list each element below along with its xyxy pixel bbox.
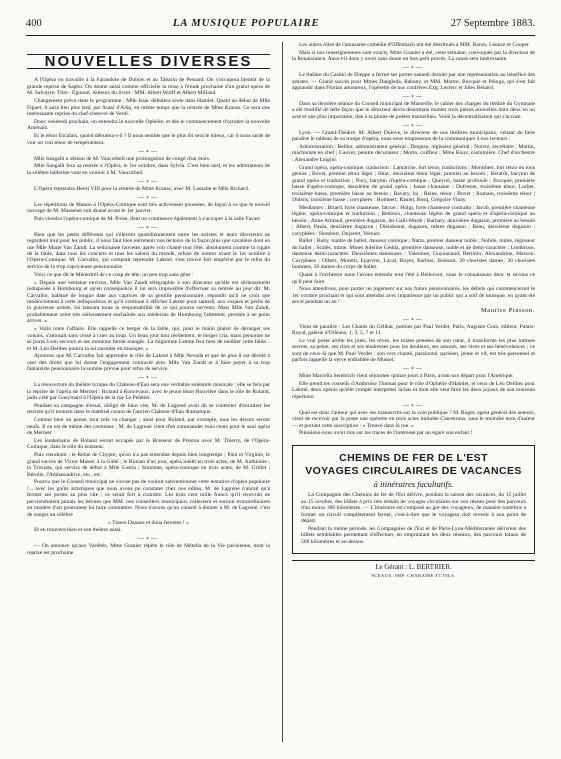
column-divider <box>282 42 283 742</box>
article-paragraph: L'Opéra reprendra Henri VIII pour la rentrée de Mme Krauss, avec M. Lassalle et Mlle Richard. <box>34 185 250 192</box>
article-paragraph: Mais si nos renseignements sont exacts, Mme Granier a été, cette semaine, convoquée par la direction de la Renaissance. Aura-t-il donc y avoir sans doute un bon petit procès. La cause sera intéressante. <box>292 49 535 63</box>
article-paragraph: Le théâtre du Casino de Dieppe a fermé ses portes samedi dernier par une représentation au bénéfice des artistes. — Grand succès pour Mmes Dangleda, Rabany, et MM. Martre, Bocquié et Péloga, qui s'est fait applaudir dans Florian amoureux, l'opérette de nos confrères Ezg. Leclerc et Jules Bénard. <box>292 72 535 92</box>
article-paragraph: Vient de paraître : Les Chants du Célibat, poésies par Paul Verdet, Paris, Auguste Goin, éditeur, Palais-Royal, galerie d'Orléans, 1, 3, 5, 7 et 11. <box>292 323 535 337</box>
article-paragraph: A l'Opéra on travaille à la Farandole de Dubois et au Tabarin de Pessard. On s'occupera bientôt de la grande reprise de Sapho. On donne aussi comme officielle la mise à l'étude prochaine d'un grand opéra de M. Salvayre. Titre : Egmont. Auteurs du livret : MM. Albert Wolff et Albert Millaud. <box>27 77 270 97</box>
article-paragraph: Quant à l'orchestre nous l'avons entendu tout l'été à Bellecour, nous le connaissons donc et savons ce qu'il peut faire. <box>292 272 535 285</box>
article-paragraph: « Voilà toute l'affaire. Elle rappelle ce berger de la fable, qui, pour le malin plaisir de déranger ses voisins, s'amusait sans cesse à crier au loup. Un beau jour tout réellement, le berger cria, mais personne ne se porta à son secours et ses moutons furent mangés. La mignonne Lakmé fera bien de méditer cette fable... et M. Léo Delibes pourra la lui raconter en musique. » <box>27 326 270 352</box>
issue-date: 27 Septembre 1883. <box>450 18 535 29</box>
article-paragraph: Ajoutons que M. Carvalho fait apprendre le rôle de Lakmé à Mlle Nevada et que de plus il est décidé à user des droits que lui donne l'engagement contracté avec Mlle Van Zandt et à faire payer à sa trop fantaisiste pensionnaire la somme prévue pour refus de service. <box>27 353 270 373</box>
page-header <box>26 18 535 36</box>
article-paragraph: La réouverture du théâtre lyrique du Château-d'Eau sera une véritable solennité musicale ; elle se fera par la reprise de l'opéra de Mermet : Roland à Roncevaux, avec le jeune ténor Rouvière dans le rôle de Roland, jadis créé par Gueymard à l'Opéra de la rue Le Peletier. <box>27 382 270 402</box>
article-paragraph: — On annonce qu'aux Variétés, Mme Granier répète le rôle de Métella de la Vie parisienne, dont la reprise est prochaine <box>27 543 270 556</box>
article-paragraph: Bien que les petits différents qui s'élèvent quotidiennement entre les artistes et leurs directeurs ne regardent tout pour les public, il nous faut bien entretenir nos lecteurs de la façon plus que cavalière dont en use Mlle Marie Van Zandt. La séduisante fauvette, après voir chanté tout l'été, absolument comme la cigale de la fable, dans tous les concerts et tous les salons du monde, refuse de rentrer avant le 1er octobre à l'Opéra-Comique. M. Carvalho, qui comptait reprendre Lakmé, s'est trouvé fort empêché par le refus du service de la trop capricieuse pensionnaire. <box>27 231 270 270</box>
separator-ornament: —∘— <box>138 375 159 382</box>
right-column <box>292 42 535 748</box>
article-paragraph: Les répétitions de Manon à l'Opéra-Comique sont très activement poussées, de façon à ce que le nouvel ouvrage de M. Massenet soit donné avant le 1er janvier. <box>27 201 270 214</box>
section-title: NOUVELLES DIVERSES <box>27 54 270 69</box>
separator-ornament: —∘— <box>138 224 159 231</box>
article-paragraph: Les lendemains de Roland seront occupés par le Brasseur de Preston avec M. Thierry, de l'Opéra-Comique, dans le rôle du brasseur. <box>27 437 270 451</box>
article-paragraph: Dans sa dernière séance du Conseil municipal de Marseille, le cahier des charges du théâtre du Gymnase a été modifié de telle façon que le directeur devra désormais monter trois pièces nouvelles dont deux en un acte et une plus importante, due à la plume de poètes marseillais. Voilà la décentralisation qui s'accuse. <box>292 100 535 120</box>
article-paragraph: Le vrai poète arrête les joies, les rêves, les tristes pensées de son cœur, il transforme les plus intimes secrets, sa peine, ses rires et ses tendresses pour les douleurs, ses amours, ses vices et ses bénévolences ; ce sont de ceux-là que M. Paul Verdet ; son vers chanté, passionné, parisien, jeune et vif, est très personnel et parfois rappelle la verve endiablée de Musset. <box>292 337 535 364</box>
article-paragraph: Puissions-nous avoir mis sur les traces de l'intéressé par un égaré son enfant ! <box>299 430 473 437</box>
separator-ornament: —∘— <box>138 536 159 543</box>
separator-ornament: —∘— <box>403 402 424 409</box>
article-paragraph: Les autres rôles de l'amusante comédie d'Offenbach ont été distribués à MM. Baron, Léonce et Cooper. <box>299 42 530 48</box>
manager-line: Le Gérant : L. BERTRIER. <box>292 560 535 570</box>
article-paragraph: Donc vendredi prochain, on entendra la nouvelle Ophélie, et dès le commencement d'octobre la nouvelle Aménaïs. <box>27 118 270 132</box>
article-paragraph: Mme Marcella Sembrich vient séjourner quinze jours à Paris, avant son départ pour l'Amérique. <box>299 373 514 380</box>
separator-ornament: —∘— <box>138 194 159 201</box>
article-paragraph: Grand opéra, opéra-comique, traduction : Lamarche, fort ténor, traductions ; Montibert, fort ténor en tous genres ; Bovet, premier ténor léger ; Idrac, deuxième ténor léger, premier au besoin ; Bérardi, baryton de grand opéra et traduction ; Nury, baryton d'opéra-comique ; Queyrel, basse profonde ; Bocquié, première basse d'opéra-comique, deuxième de grand opéra ; basse chantante ; Dufresne, troisième ténor, Lorbet, troisième basse, première basse au besoin ; Bavary, lai ; Reine, ténor ; Bovet ; Romain, troisième ténor ; Dubois, troisième basse ; coryphées : Hombert, Ramel, Bosq, Grégoire Vinay. <box>292 164 535 203</box>
article-paragraph: Administration : Bellier, administrateur général ; Desjeau, régisseur général ; Noirez, secrétaire ; Martin, machiniste en chef ; Gauvet, peintre décorateur ; Morin, coiffeur ; Mme Roux, costumière. Chef d'orchestre : Alexandre Luigini. <box>292 143 535 163</box>
article-paragraph: Comme bien on pense, tout cela va changer ; ainsi pour Roland, par exemple, tous les décors seront neufs. Il en est de même des costumes ; M. de Lagrené vient d'en commander trois cents pour le seul opéra de Mermet. <box>27 417 270 437</box>
article-paragraph: Et en trouvera bien et son théâtre aussi. <box>34 527 122 534</box>
advertisement-paragraph: La Compagnie des Chemins de fer de l'Est délivre, pendant la saison des vacances, du 15 juillet au 15 octobre, des billets à prix très réduits de voyages circulaires sur son réseau pour des parcours d'au moins 300 kilomètres. — L'itinéraire est composé au gré des voyageurs, de manière toutefois à former un circuit complètement fermé, c'est-à-dire que le voyageur doit revenir à son point de départ. <box>301 492 526 525</box>
advertisement-title: CHEMINS DE FER DE L'EST <box>339 451 488 464</box>
article-paragraph: Et le ténor Escalaïs, quand débutera-t-il ? Il nous semble que le plus tôt sera le mieux, car il nous tarde de voir un vrai ténor de tempérament. <box>27 133 270 146</box>
article-paragraph: « Depuis une semaine environ, Mlle Van Zandt télégraphie à son directeur qu'elle est sérieusement indisposée à Hombourg et qu'en conséquence il lui sera impossible d'effectuer sa rentrée au jour dit. M. Carvalho, habitué de longue date aux caprices de sa gentille pensionnaire, répondit qu'il ne croit que médiocrement à cette indisposition et qu'il continue à afficher Lakmé pour samedi, aux risques et périls de la gracieuse artiste, lui laissant toute la responsabilité de ce qui pourra survenir. Mais Mlle Van Zandt, probablement ceint très sérieusement enchaînée aux médecins de Hombourg l'attestent, persiste à ne point arriver. » <box>27 279 270 325</box>
article-paragraph: Changement prévu dans le programme : Mlle Isaac débutera seule dans Hamlet. Quant au début de Mlle Figuet, il aura lieu plus tard, par Aussi d'Aïda, en même temps que la rentrée de Mme Krauss. Ce sera une intéressante reprise du chef-d'œuvre de Verdi. <box>27 98 270 118</box>
separator-ornament: —∘— <box>403 316 424 323</box>
article-paragraph: Voici ce que dit le Ménestrel de ce coup de tête, un peu trop sans gêne : <box>34 271 194 278</box>
article-paragraph: Puis viendront : le Reine de Chypre, qu'on n'a pas entendue depuis bien longtemps ; Paul et Virginie, le grand succès de Victor Massé, à la Gaîté ; le Roman d'un jour, opéra inédit en trois actes, de M. Authiome ; la Traviata, qui servira de début à Mlle Costia ; Simonne, opéra-comique en trois actes, de M. Grillet ; Bérolie, l'Ambassadrice, etc., etc. <box>27 452 270 478</box>
article-paragraph: Pendant sa campagne d'essai, obligé de faire vite, M. de Lagrené avait dû se contenter d'encadrer les œuvres qu'il montait dans le matériel connu de l'ancien Château-d'Eau dramatique. <box>27 402 270 416</box>
left-column <box>27 42 270 748</box>
quotation: « Timeo Danaos et dona ferentes ! » <box>108 519 189 526</box>
article-paragraph: Mlle Sangalli a obtenu de M. Vaucorbeil une prolongation de congé d'un mois. <box>34 155 211 162</box>
separator-ornament: —∘— <box>403 366 424 373</box>
article-paragraph: Puis viendra l'opéra-comique de M. Poise, dont on commence également à s'occuper à la salle Favart. <box>34 215 262 222</box>
separator-ornament: —∘— <box>403 93 424 100</box>
article-paragraph: Pourvu que le Conseil municipal ne s'avise pas de vouloir subventionner cette tentative d'opéra populaire !... avec les goûts artistiques que nous avons pu constater chez nos édiles, M. de Lagrené n'aurait qu'à fermer ses portes au plus vite ; ce serait fort à craindre. Les trois cent mille francs qu'il recevrait ne parviendraient jamais les bévues que MM. nos conseillers municipaux collectent et surtout extraordinaires en matière d'art pourraient lui faire commettre. Nous n'avons qu'un conseil à donner à M. de Lagrené, c'est de songer au célèbre <box>27 479 270 518</box>
advertisement-title-line2: VOYAGES CIRCULAIRES DE VACANCES <box>305 464 522 477</box>
page-number: 400 <box>26 18 42 29</box>
separator-ornament: —∘— <box>138 178 159 185</box>
article-paragraph: Nous attendrons, pour porter un jugement sur nos futurs pensionnaires, les débuts qui commenceront le 1er octobre prochain et qui sont attendus avec impatience par un public qui a soif de musique, en ayant été sevré pendant un an ! <box>292 286 535 306</box>
journal-title: LA MUSIQUE POPULAIRE <box>172 18 320 29</box>
article-paragraph: Mesdames : Briard, forte chanteuse, falcon ; Holgi, forte chanteuse contralto ; Jacob, première chanteuse légère, opéra-comique et traduction ; Redouix, chanteuse légère de grand opéra et d'opéra-comique au besoin ; Anne Armand, première dugazon, les Galli-Marié ; Barbary, deuxième dugazon, première au besoin ; Albert, Paula, deuxième dugazon ; Dieudonné, dugazon, mères dugazon ; Beau, deuxième dugazon ; coryphées : Hombert, Dujarret, Vernier. <box>292 204 535 237</box>
article-paragraph: Quel est donc l'auteur qui avec ses manuscrits sur la voie publique ? M. Roger, agent général des auteurs, vient de recevoir par la poste une opérette en trois actes intitulée Canestruso, sans le moindre nom d'auteur — et portant cette suscription : « Trouvé dans la rue. » <box>292 409 535 429</box>
printer-line: SCEAUX. IMP. CHARAIRE ET FILS. <box>371 573 456 579</box>
advertisement-paragraph: Pendant la même période, les Compagnies de l'Est et de Paris-Lyon-Méditerranée délivrent des billets semblables permettant d'effectuer, en empruntant les deux réseaux, des parcours totaux de 500 kilomètres et au-dessus. <box>301 526 526 545</box>
article-paragraph: Elle prend les conseils d'Ambroise Thomas pour le rôle d'Ophélie d'Hamlet, et ceux de Léo Delibes pour Lakmé, deux opéras qu'elle compte interpréter là-bas et dont elle veut faire les deux joyaux de son nouveau répertoire. <box>292 380 535 400</box>
article-paragraph: Lyon. — Grand-Théâtre. M. Albert Dulove, le directeur de nos théâtres municipaux, venant de faire paraître le tableau de sa troupe d'opéra, nous nous empressons de la communiquer à nos lecteurs : <box>292 129 535 143</box>
separator-ornament: —∘— <box>403 65 424 72</box>
article-signature: Maurice Pinsson. <box>481 306 535 314</box>
advertisement-subtitle: à itinéraires facultatifs. <box>373 478 454 489</box>
railway-advertisement <box>292 445 535 554</box>
article-paragraph: Mlle Sangalli fera sa rentrée à l'Opéra, le 1er octobre, dans Sylvia. C'est bien tard, et les admirateurs de la célèbre ballerine vont en vouloir à M. Vaucorbeil. <box>27 163 270 176</box>
article-paragraph: Ballet : Ruby, maître de ballet, danseur comique ; Natta, premier danseur noble ; Nobile, mime, régisseur du ballet ; Scalès, mime. Mmes Adeline Gédda, première danseuse, noble et de demi-caractère ; Lombroso, danseuse demi-caractère. Deuxièmes danseuses : Valentine, Guyonnaud, Bertolin, Alexandrine, Masson. Coryphées : Olbert, Moretti, Eparvier, Laval, Boyer, Barbier, Boisson. 30 choristes dames, 30 choristes hommes, 26 dames du corps de ballet. <box>292 238 535 271</box>
separator-ornament: —∘— <box>138 148 159 155</box>
separator-ornament: —∘— <box>403 122 424 129</box>
